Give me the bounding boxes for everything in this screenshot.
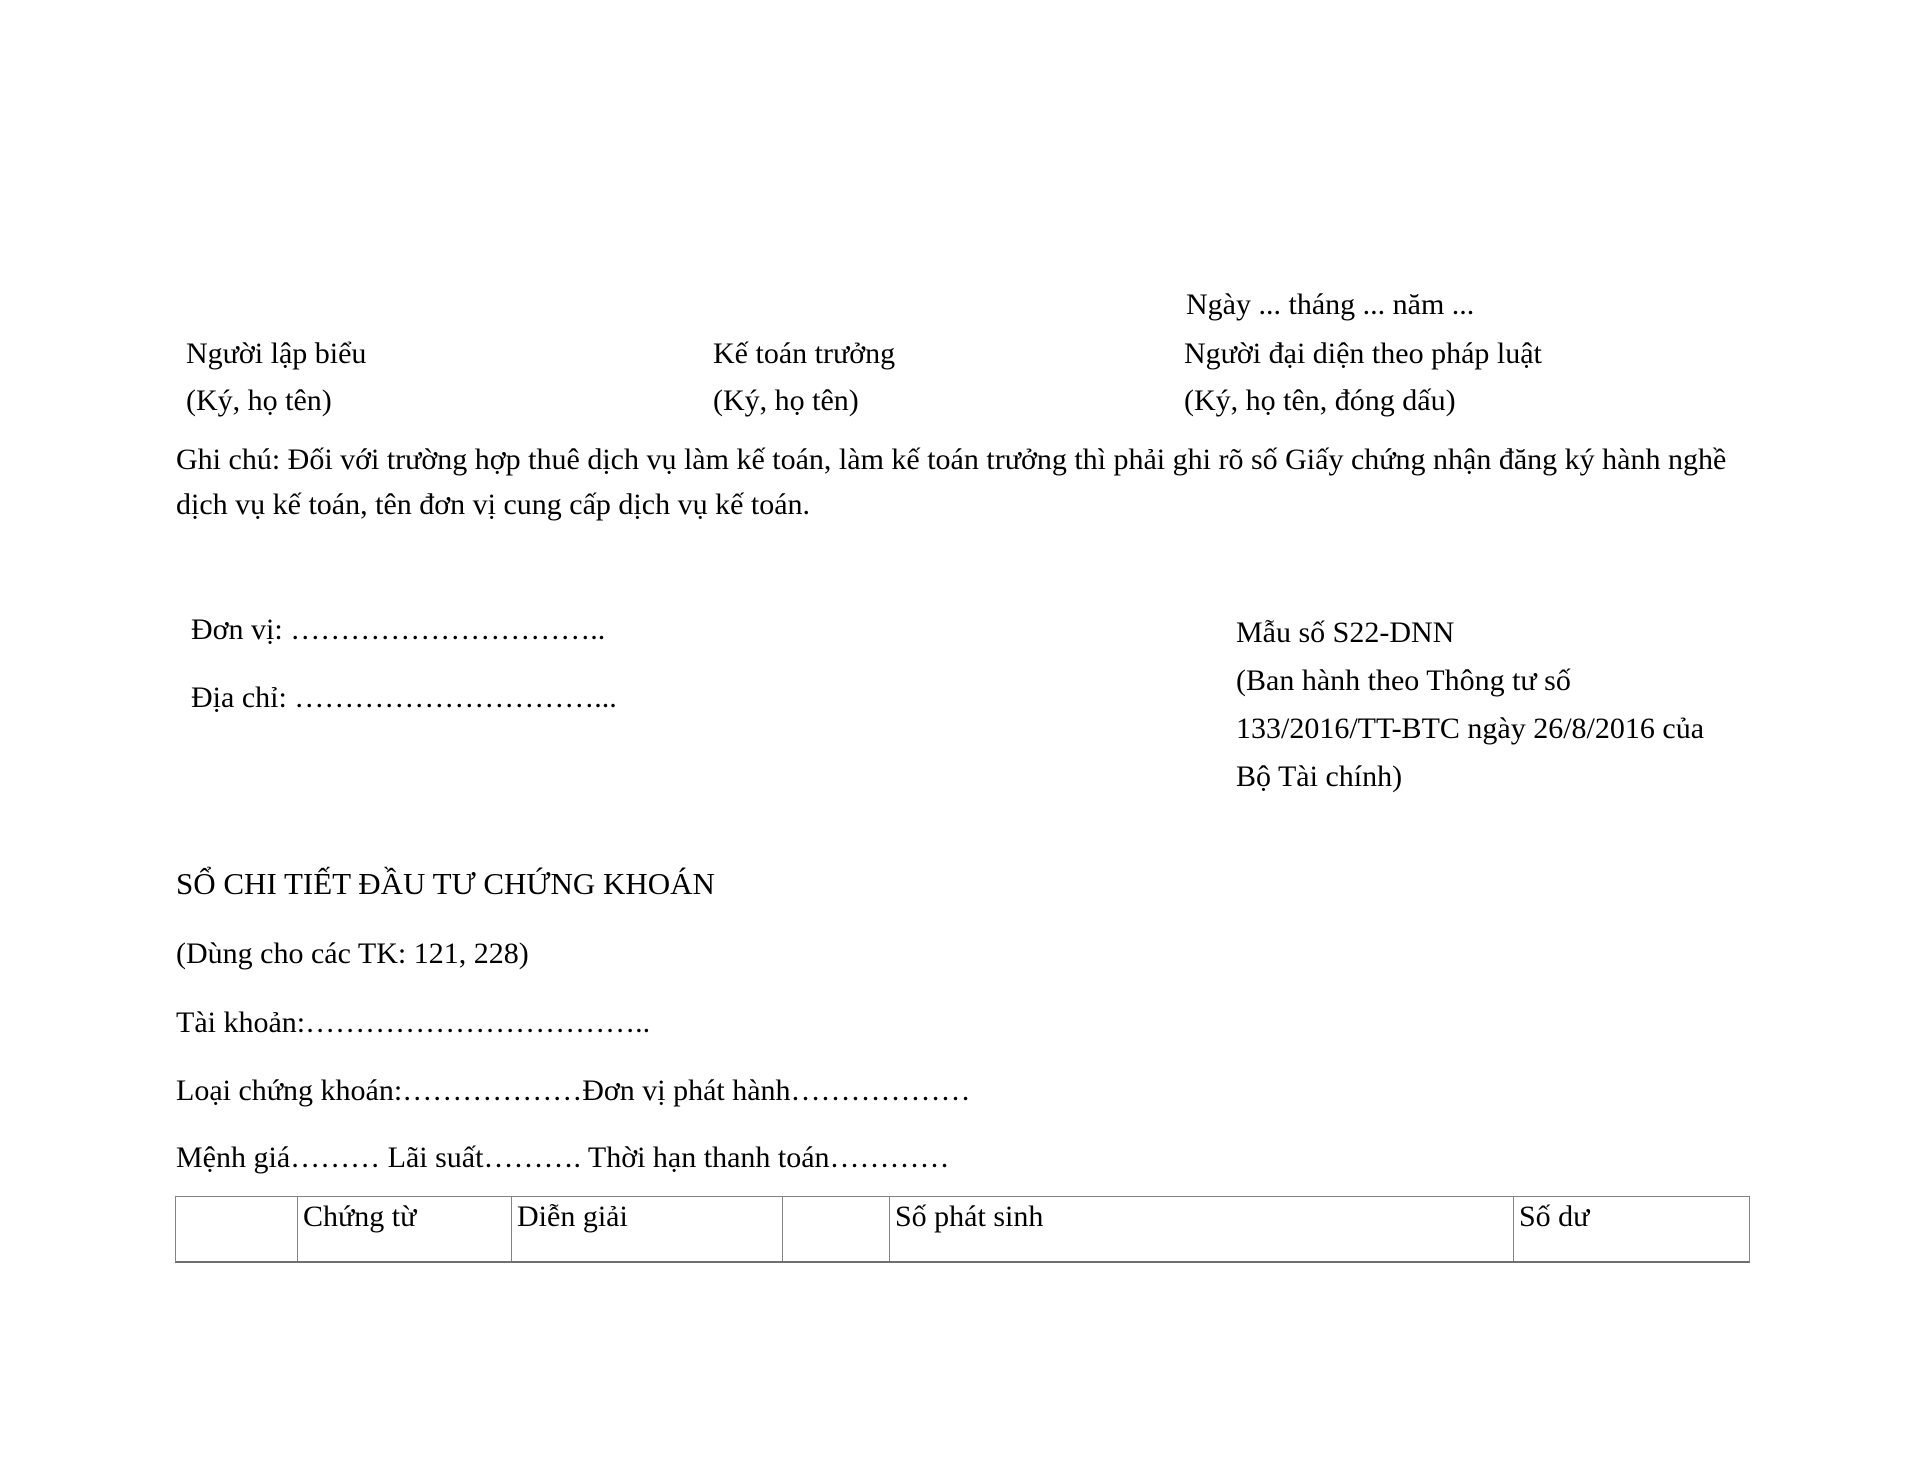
signer-title: Người đại diện theo pháp luật — [1184, 337, 1542, 370]
footnote: Ghi chú: Đối với trường hợp thuê dịch vụ làm kế toán, làm kế toán trưởng thì phải ghi rõ số Giấy chứng nhận đăng ký hành nghề dịch vụ kế toán, tên đơn vị cung cấp dịch vụ kế toán. — [176, 443, 1727, 521]
issuance-line: (Ban hành theo Thông tư số — [1236, 664, 1571, 697]
signature-block-chief-accountant — [713, 330, 895, 424]
signature-block-legal-representative — [1184, 330, 1542, 424]
par-value-fill-in-line: Mệnh giá……… Lãi suất………. Thời hạn thanh toán………… — [176, 1141, 950, 1174]
signer-title: Kế toán trưởng — [713, 337, 896, 370]
page-subtitle: (Dùng cho các TK: 121, 228) — [176, 937, 529, 970]
signer-title: Người lập biểu — [186, 337, 367, 370]
detail-table-header-row — [175, 1196, 1750, 1263]
unit-fill-in-line: Đơn vị: ………………………….. — [191, 613, 606, 646]
account-fill-in-line: Tài khoản:…………………………….. — [176, 1006, 651, 1039]
table-header-balance: Số dư — [1519, 1200, 1590, 1233]
signature-block-preparer — [186, 330, 366, 424]
signer-subtitle: (Ký, họ tên, đóng dấu) — [1184, 384, 1456, 417]
page-title: SỔ CHI TIẾT ĐẦU TƯ CHỨNG KHOÁN — [176, 866, 715, 901]
table-header-document: Chứng từ — [298, 1197, 512, 1261]
form-code: Mẫu số S22-DNN — [1236, 616, 1455, 649]
table-header-empty-2 — [783, 1197, 890, 1261]
issuance-line: 133/2016/TT-BTC ngày 26/8/2016 của — [1236, 712, 1705, 745]
form-code-block — [1236, 609, 1704, 801]
table-header-description: Diễn giải — [512, 1197, 783, 1261]
address-fill-in-line: Địa chỉ: …………………………... — [191, 681, 617, 714]
table-header-transactions: Số phát sinh — [890, 1197, 1514, 1261]
signer-subtitle: (Ký, họ tên) — [713, 384, 859, 417]
security-type-fill-in-line: Loại chứng khoán:………………Đơn vị phát hành……………… — [176, 1074, 971, 1107]
date-line: Ngày ... tháng ... năm ... — [1186, 288, 1475, 321]
table-header-empty-1 — [176, 1197, 298, 1261]
signer-subtitle: (Ký, họ tên) — [186, 384, 332, 417]
issuance-line: Bộ Tài chính) — [1236, 760, 1403, 793]
